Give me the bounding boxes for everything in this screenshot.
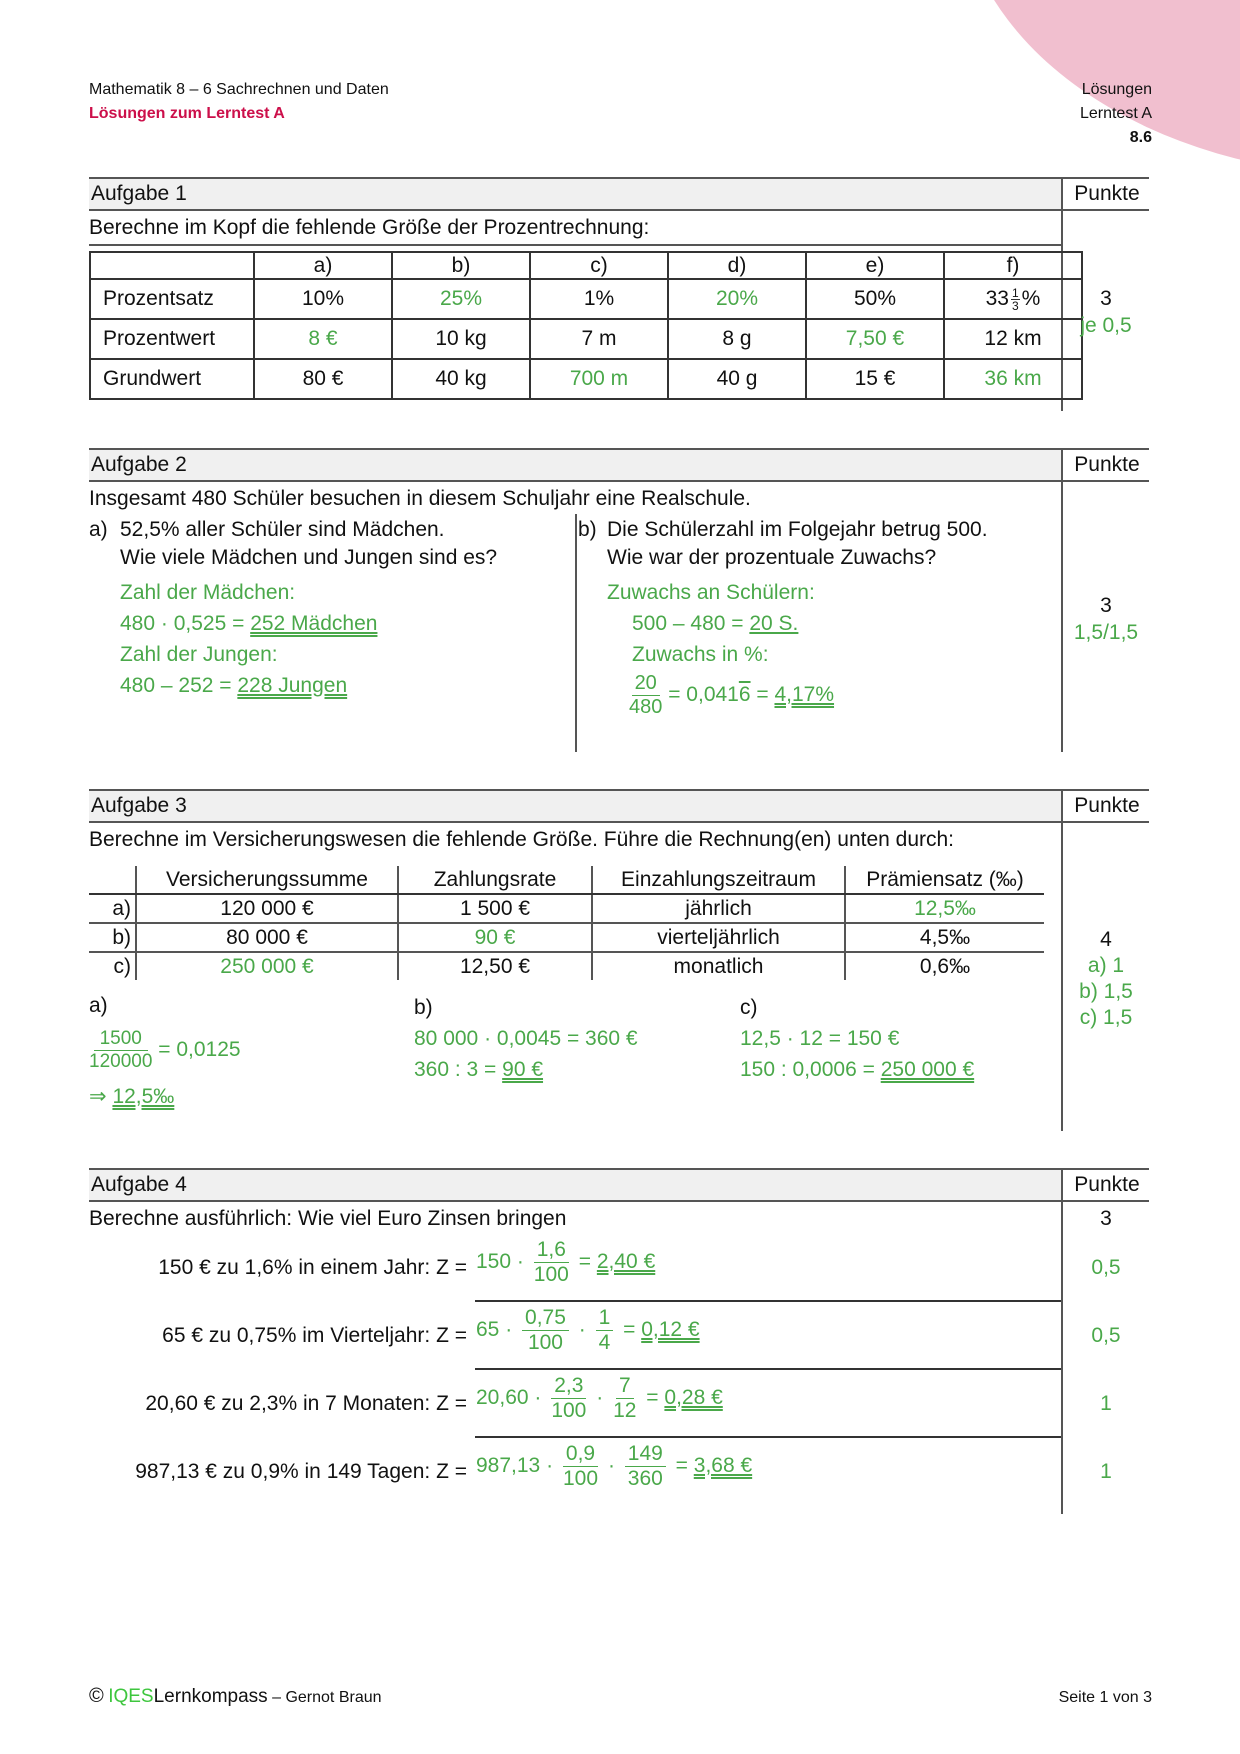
- table-cell: 120 000 €: [136, 894, 398, 923]
- fraction-numerator: 1: [596, 1306, 614, 1331]
- subtask-marker: a): [89, 518, 108, 541]
- table-cell-mixed-fraction: [944, 279, 1082, 319]
- points-total: 4: [1100, 928, 1112, 951]
- task1-points-label: Punkte: [1061, 179, 1151, 209]
- table-header-row: [89, 866, 1044, 894]
- fraction-numerator: 2,3: [551, 1374, 586, 1399]
- fraction-denominator: 360: [627, 1467, 663, 1491]
- interest-question: 150 € zu 1,6% in einem Jahr: Z =: [158, 1256, 467, 1279]
- points-total: 3: [1100, 287, 1112, 310]
- task3a-calculation: [89, 992, 241, 1111]
- task3-points: [1063, 927, 1149, 1031]
- table-cell: 1 500 €: [398, 894, 592, 923]
- row-label: Prozentsatz: [90, 279, 254, 319]
- column-header: d): [668, 252, 806, 279]
- table-row: [89, 923, 1044, 952]
- solution-calc: 360 : 3 =: [414, 1058, 503, 1081]
- fraction-denominator: 3: [1011, 298, 1019, 313]
- interest-result: 0,28 €: [664, 1386, 723, 1410]
- solution-result: 4,17%: [774, 683, 835, 707]
- table-cell: 0,6‰: [845, 952, 1044, 980]
- points-detail: je 0,5: [1080, 314, 1132, 337]
- row-label: b): [89, 923, 136, 952]
- task3-title: Aufgabe 3: [91, 794, 187, 817]
- fraction: [563, 1442, 598, 1491]
- table-cell: 4,5‰: [845, 923, 1044, 952]
- fraction-denominator: 480: [629, 696, 663, 718]
- points-detail: b) 1,5: [1079, 980, 1133, 1003]
- question-line: Wie viele Mädchen und Jungen sind es?: [120, 546, 498, 569]
- task4-points-label: Punkte: [1061, 1170, 1151, 1200]
- small-fraction: [1011, 287, 1020, 312]
- fraction-denominator: 100: [562, 1467, 599, 1491]
- table-row: [90, 279, 1082, 319]
- header-right-line2: Lerntest A: [1079, 105, 1152, 122]
- column-header: e): [806, 252, 944, 279]
- fraction: [522, 1306, 569, 1355]
- task3-prompt: Berechne im Versicherungswesen die fehlende Größe. Führe die Rechnung(en) unten durch:: [89, 828, 955, 851]
- row-label: a): [89, 894, 136, 923]
- solution-calc: =: [750, 683, 775, 707]
- row-label: Prozentwert: [90, 319, 254, 359]
- base-amount: 20,60 ·: [476, 1386, 542, 1410]
- table-cell: 50%: [806, 279, 944, 319]
- interest-question: 20,60 € zu 2,3% in 7 Monaten: Z =: [145, 1392, 467, 1415]
- table-cell: 12,50 €: [398, 952, 592, 980]
- solution-result: 20 S.: [749, 612, 799, 635]
- table-cell: 10%: [254, 279, 392, 319]
- row-label: Grundwert: [90, 359, 254, 399]
- solution-label: Zuwachs in %:: [632, 643, 769, 666]
- task2-prompt: Insgesamt 480 Schüler besuchen in diesem Schuljahr eine Realschule.: [89, 487, 751, 510]
- solution-calc: 150 : 0,0006 =: [740, 1058, 881, 1081]
- copyright-icon: ©: [89, 1685, 104, 1707]
- task1-points: [1063, 285, 1149, 339]
- solution-label: Zahl der Mädchen:: [120, 581, 296, 604]
- points-total: 3: [1100, 594, 1112, 617]
- table-cell: 80 €: [254, 359, 392, 399]
- table-cell: jährlich: [592, 894, 845, 923]
- footer-credit: [89, 1685, 382, 1708]
- fraction-numerator: 1,6: [534, 1238, 569, 1263]
- task2a-question: [89, 516, 497, 572]
- subtask-marker: b): [414, 996, 433, 1019]
- task1-prompt-divider: [89, 244, 1061, 246]
- table-row: [89, 952, 1044, 980]
- interest-question: 987,13 € zu 0,9% in 149 Tagen: Z =: [135, 1460, 467, 1483]
- fraction: [551, 1374, 586, 1423]
- solution-cell: 700 m: [530, 359, 668, 399]
- solution-calc: 480 – 252 =: [120, 674, 238, 697]
- solution-calc: = 0,0125: [152, 1037, 241, 1061]
- fraction-denominator: 100: [551, 1399, 587, 1423]
- interest-question: 65 € zu 0,75% im Vierteljahr: Z =: [162, 1324, 467, 1347]
- column-header: f): [944, 252, 1082, 279]
- table-cell: 15 €: [806, 359, 944, 399]
- row-points: 1: [1100, 1460, 1112, 1483]
- column-header: a): [254, 252, 392, 279]
- column-header: c): [530, 252, 668, 279]
- task1-percent-table: [89, 251, 1083, 400]
- solution-result: 90 €: [502, 1058, 544, 1081]
- subject-line: Mathematik 8 – 6 Sachrechnen und Daten: [89, 81, 389, 98]
- task2-column-divider: [575, 514, 577, 752]
- fraction: [625, 1442, 666, 1491]
- fraction-denominator: 120000: [89, 1050, 153, 1072]
- subtask-marker: c): [740, 996, 758, 1019]
- brand-logo-iqes: IQES: [108, 1686, 154, 1707]
- fraction-denominator: 100: [527, 1331, 563, 1355]
- interest-calculation: 987,13 · $\frac{0,9}{100}$ · $\frac{149}{360}$ = 3,68 €: [476, 1442, 753, 1491]
- table-cell: 1%: [530, 279, 668, 319]
- task3-points-label: Punkte: [1061, 791, 1151, 821]
- task2b-solution: [607, 577, 834, 719]
- table-cell: 40 kg: [392, 359, 530, 399]
- base-amount: 987,13 ·: [476, 1454, 554, 1478]
- solution-cell: 36 km: [944, 359, 1082, 399]
- solution-result: 228 Jungen: [237, 674, 348, 697]
- solution-cell: 7,50 €: [806, 319, 944, 359]
- table-row: [90, 319, 1082, 359]
- solution-calc: 12,5 · 12 = 150 €: [740, 1027, 900, 1050]
- task1-prompt: Berechne im Kopf die fehlende Größe der Prozentrechnung:: [89, 216, 650, 239]
- task3-insurance-table: [89, 866, 1044, 980]
- table-corner-cell: [89, 866, 136, 894]
- table-cell: 40 g: [668, 359, 806, 399]
- task4-row-divider: [475, 1300, 1061, 1302]
- repeating-digit: 6: [738, 683, 751, 707]
- interest-calculation: 65 · $\frac{0,75}{100}$ · $\frac{1}{4}$ = 0,12 €: [476, 1306, 700, 1355]
- percent-sign: %: [1021, 286, 1041, 310]
- fraction-numerator: 0,75: [522, 1306, 569, 1331]
- chapter-code: 8.6: [1129, 129, 1152, 146]
- task2-points: [1063, 592, 1149, 646]
- solution-cell: 25%: [392, 279, 530, 319]
- row-points: 0,5: [1091, 1256, 1121, 1279]
- table-cell: 12 km: [944, 319, 1082, 359]
- task4-prompt: Berechne ausführlich: Wie viel Euro Zinsen bringen: [89, 1207, 567, 1230]
- page-number: Seite 1 von 3: [1058, 1689, 1152, 1706]
- solution-result: 252 Mädchen: [250, 612, 378, 635]
- table-cell: 8 g: [668, 319, 806, 359]
- question-line: 52,5% aller Schüler sind Mädchen.: [120, 518, 445, 541]
- row-points: 1: [1100, 1392, 1112, 1415]
- solution-result: 250 000 €: [880, 1058, 975, 1081]
- interest-result: 3,68 €: [693, 1454, 753, 1478]
- table-row: [90, 359, 1082, 399]
- task1-header: [89, 177, 1149, 211]
- subtask-marker: a): [89, 994, 108, 1017]
- solution-cell: 8 €: [254, 319, 392, 359]
- task2-points-label: Punkte: [1061, 450, 1151, 480]
- page-header-right: [1080, 78, 1152, 150]
- solution-calc: 500 – 480 =: [632, 612, 750, 635]
- fraction: [534, 1238, 569, 1287]
- task4-header: [89, 1168, 1149, 1202]
- row-label: c): [113, 954, 131, 978]
- points-detail: a) 1: [1087, 954, 1125, 977]
- task4-row-divider: [475, 1368, 1061, 1370]
- column-header: b): [392, 252, 530, 279]
- table-header-row: [90, 252, 1082, 279]
- task2-header: [89, 448, 1149, 482]
- task3c-calculation: [740, 992, 974, 1085]
- interest-result: 2,40 €: [596, 1250, 656, 1274]
- solution-cell: 20%: [668, 279, 806, 319]
- interest-result: 0,12 €: [641, 1318, 700, 1342]
- interest-calculation: 20,60 · $\frac{2,3}{100}$ · $\frac{7}{12}$ = 0,28 €: [476, 1374, 723, 1423]
- table-cell: 10 kg: [392, 319, 530, 359]
- task2-title: Aufgabe 2: [91, 453, 187, 476]
- document-title: Lösungen zum Lerntest A: [89, 105, 285, 122]
- fraction-denominator: 12: [613, 1399, 637, 1423]
- brand-logo-lernkompass: Lernkompass: [153, 1686, 268, 1707]
- solution-cell: 12,5‰: [845, 894, 1044, 923]
- fraction: [613, 1374, 636, 1423]
- header-right-line1: Lösungen: [1081, 81, 1152, 98]
- solution-cell: 90 €: [398, 923, 592, 952]
- table-row: [89, 894, 1044, 923]
- fraction-numerator: 1500: [94, 1028, 148, 1051]
- task4-points-total: 3: [1100, 1207, 1112, 1230]
- fraction: [629, 672, 662, 719]
- column-header: Einzahlungszeitraum: [592, 866, 845, 894]
- points-detail: c) 1,5: [1079, 1006, 1133, 1029]
- solution-result: 12,5‰: [112, 1084, 175, 1108]
- table-cell: vierteljährlich: [592, 923, 845, 952]
- solution-calc: = 0,041: [662, 683, 739, 707]
- task3b-calculation: [414, 992, 638, 1085]
- task4-title: Aufgabe 4: [91, 1173, 187, 1196]
- fraction-numerator: 20: [632, 672, 660, 696]
- task2a-solution: [120, 577, 377, 701]
- question-line: Die Schülerzahl im Folgejahr betrug 500.: [607, 518, 988, 541]
- base-amount: 150 ·: [476, 1250, 524, 1274]
- solution-calc: 80 000 · 0,0045 = 360 €: [414, 1027, 638, 1050]
- table-cell: monatlich: [592, 952, 845, 980]
- base-amount: 65 ·: [476, 1318, 513, 1342]
- solution-calc: 480 · 0,525 =: [120, 612, 251, 635]
- fraction: [596, 1306, 614, 1355]
- fraction-denominator: 100: [533, 1263, 569, 1287]
- task2b-question: [578, 516, 988, 572]
- fraction-denominator: 4: [598, 1331, 611, 1355]
- points-detail: 1,5/1,5: [1073, 621, 1139, 644]
- table-cell: 7 m: [530, 319, 668, 359]
- solution-label: Zahl der Jungen:: [120, 643, 278, 666]
- fraction-numerator: 7: [616, 1374, 634, 1399]
- fraction-numerator: 0,9: [563, 1442, 598, 1467]
- fraction: [89, 1028, 152, 1073]
- column-header: Versicherungssumme: [136, 866, 398, 894]
- author: – Gernot Braun: [267, 1689, 382, 1706]
- implies-arrow-icon: ⇒: [89, 1084, 113, 1108]
- whole-part: 33: [985, 286, 1009, 310]
- interest-calculation: 150 · $\frac{1,6}{100}$ = 2,40 €: [476, 1238, 656, 1287]
- task4-row-divider: [475, 1436, 1061, 1438]
- subtask-marker: b): [578, 518, 597, 541]
- column-header: Zahlungsrate: [398, 866, 592, 894]
- column-header: Prämiensatz (‰): [845, 866, 1044, 894]
- page-header-left: [89, 78, 389, 126]
- table-corner-cell: [90, 252, 254, 279]
- question-line: Wie war der prozentuale Zuwachs?: [607, 546, 937, 569]
- task1-title: Aufgabe 1: [91, 182, 187, 205]
- row-points: 0,5: [1091, 1324, 1121, 1347]
- solution-label: Zuwachs an Schülern:: [607, 581, 815, 604]
- table-cell: 80 000 €: [136, 923, 398, 952]
- fraction-numerator: 1: [1011, 285, 1019, 300]
- solution-cell: 250 000 €: [136, 952, 398, 980]
- fraction-numerator: 149: [625, 1442, 666, 1467]
- task3-header: [89, 789, 1149, 823]
